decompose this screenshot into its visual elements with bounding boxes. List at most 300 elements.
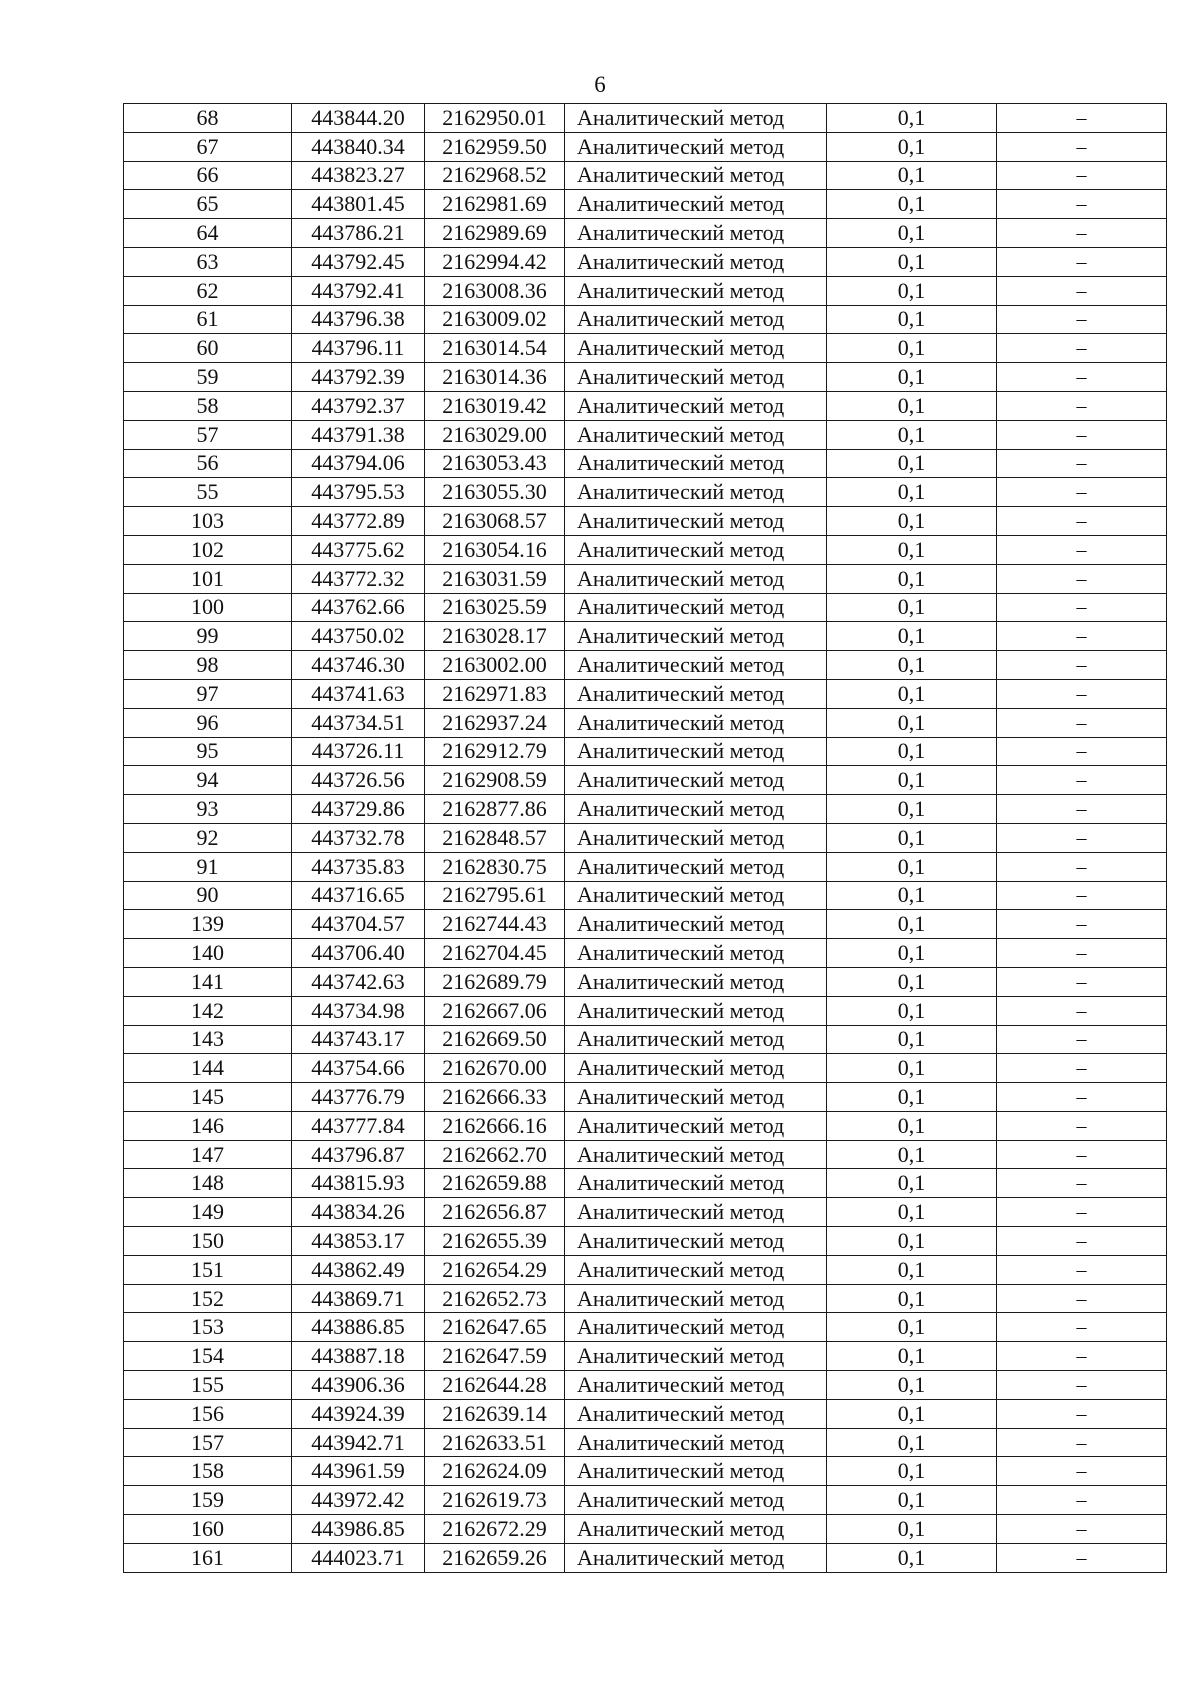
accuracy-cell: 0,1 [827,420,997,449]
x-coordinate-cell: 443706.40 [292,939,425,968]
accuracy-cell: 0,1 [827,247,997,276]
table-row [124,1025,1167,1054]
dash-cell: – [997,823,1167,852]
accuracy-cell: 0,1 [827,190,997,219]
table-row [124,1543,1167,1572]
y-coordinate-cell: 2162659.88 [425,1169,565,1198]
y-coordinate-cell: 2162672.29 [425,1515,565,1544]
table-row [124,881,1167,910]
accuracy-cell: 0,1 [827,852,997,881]
accuracy-cell: 0,1 [827,967,997,996]
point-number-cell: 93 [124,795,292,824]
point-number-cell: 99 [124,622,292,651]
y-coordinate-cell: 2162908.59 [425,766,565,795]
table-row [124,190,1167,219]
method-cell: Аналитический метод [565,1428,827,1457]
dash-cell: – [997,593,1167,622]
x-coordinate-cell: 443796.38 [292,305,425,334]
point-number-cell: 100 [124,593,292,622]
coordinates-table [123,103,1167,1573]
accuracy-cell: 0,1 [827,996,997,1025]
x-coordinate-cell: 443792.39 [292,363,425,392]
x-coordinate-cell: 443775.62 [292,535,425,564]
accuracy-cell: 0,1 [827,795,997,824]
table-row [124,334,1167,363]
point-number-cell: 57 [124,420,292,449]
dash-cell: – [997,1054,1167,1083]
table-row [124,1399,1167,1428]
table-row [124,1169,1167,1198]
x-coordinate-cell: 443834.26 [292,1198,425,1227]
y-coordinate-cell: 2162652.73 [425,1284,565,1313]
x-coordinate-cell: 443886.85 [292,1313,425,1342]
accuracy-cell: 0,1 [827,1428,997,1457]
point-number-cell: 156 [124,1399,292,1428]
table-row [124,1371,1167,1400]
method-cell: Аналитический метод [565,1284,827,1313]
accuracy-cell: 0,1 [827,1399,997,1428]
point-number-cell: 158 [124,1457,292,1486]
x-coordinate-cell: 443862.49 [292,1255,425,1284]
x-coordinate-cell: 443840.34 [292,132,425,161]
table-row [124,1255,1167,1284]
method-cell: Аналитический метод [565,478,827,507]
dash-cell: – [997,939,1167,968]
x-coordinate-cell: 443796.11 [292,334,425,363]
accuracy-cell: 0,1 [827,1342,997,1371]
table-row [124,939,1167,968]
accuracy-cell: 0,1 [827,679,997,708]
point-number-cell: 142 [124,996,292,1025]
x-coordinate-cell: 443772.89 [292,507,425,536]
method-cell: Аналитический метод [565,1054,827,1083]
method-cell: Аналитический метод [565,1457,827,1486]
y-coordinate-cell: 2163054.16 [425,535,565,564]
point-number-cell: 144 [124,1054,292,1083]
x-coordinate-cell: 443735.83 [292,852,425,881]
point-number-cell: 62 [124,276,292,305]
x-coordinate-cell: 443726.56 [292,766,425,795]
table-row [124,478,1167,507]
point-number-cell: 154 [124,1342,292,1371]
table-row [124,593,1167,622]
dash-cell: – [997,1399,1167,1428]
method-cell: Аналитический метод [565,1227,827,1256]
accuracy-cell: 0,1 [827,1515,997,1544]
method-cell: Аналитический метод [565,1342,827,1371]
dash-cell: – [997,852,1167,881]
y-coordinate-cell: 2162689.79 [425,967,565,996]
dash-cell: – [997,1342,1167,1371]
method-cell: Аналитический метод [565,276,827,305]
dash-cell: – [997,1313,1167,1342]
y-coordinate-cell: 2163028.17 [425,622,565,651]
table-row [124,708,1167,737]
method-cell: Аналитический метод [565,334,827,363]
method-cell: Аналитический метод [565,996,827,1025]
point-number-cell: 64 [124,219,292,248]
point-number-cell: 149 [124,1198,292,1227]
y-coordinate-cell: 2162937.24 [425,708,565,737]
coordinates-table-body [124,104,1167,1573]
point-number-cell: 102 [124,535,292,564]
accuracy-cell: 0,1 [827,1371,997,1400]
point-number-cell: 96 [124,708,292,737]
y-coordinate-cell: 2163014.54 [425,334,565,363]
table-row [124,1313,1167,1342]
accuracy-cell: 0,1 [827,1486,997,1515]
x-coordinate-cell: 443796.87 [292,1140,425,1169]
y-coordinate-cell: 2162981.69 [425,190,565,219]
dash-cell: – [997,1140,1167,1169]
x-coordinate-cell: 443801.45 [292,190,425,219]
x-coordinate-cell: 443792.45 [292,247,425,276]
method-cell: Аналитический метод [565,391,827,420]
table-row [124,1486,1167,1515]
x-coordinate-cell: 443887.18 [292,1342,425,1371]
y-coordinate-cell: 2162667.06 [425,996,565,1025]
y-coordinate-cell: 2162971.83 [425,679,565,708]
table-row [124,161,1167,190]
dash-cell: – [997,1227,1167,1256]
method-cell: Аналитический метод [565,363,827,392]
method-cell: Аналитический метод [565,507,827,536]
x-coordinate-cell: 443942.71 [292,1428,425,1457]
table-row [124,507,1167,536]
dash-cell: – [997,1169,1167,1198]
accuracy-cell: 0,1 [827,1111,997,1140]
dash-cell: – [997,1284,1167,1313]
dash-cell: – [997,1457,1167,1486]
dash-cell: – [997,967,1167,996]
dash-cell: – [997,1543,1167,1572]
method-cell: Аналитический метод [565,1198,827,1227]
x-coordinate-cell: 443746.30 [292,651,425,680]
method-cell: Аналитический метод [565,247,827,276]
x-coordinate-cell: 443792.37 [292,391,425,420]
accuracy-cell: 0,1 [827,535,997,564]
method-cell: Аналитический метод [565,593,827,622]
dash-cell: – [997,363,1167,392]
dash-cell: – [997,420,1167,449]
y-coordinate-cell: 2162647.65 [425,1313,565,1342]
table-row [124,1284,1167,1313]
method-cell: Аналитический метод [565,651,827,680]
accuracy-cell: 0,1 [827,104,997,133]
accuracy-cell: 0,1 [827,1169,997,1198]
dash-cell: – [997,651,1167,680]
point-number-cell: 68 [124,104,292,133]
accuracy-cell: 0,1 [827,1054,997,1083]
y-coordinate-cell: 2163053.43 [425,449,565,478]
x-coordinate-cell: 443776.79 [292,1083,425,1112]
accuracy-cell: 0,1 [827,564,997,593]
point-number-cell: 66 [124,161,292,190]
table-row [124,1198,1167,1227]
method-cell: Аналитический метод [565,708,827,737]
method-cell: Аналитический метод [565,910,827,939]
x-coordinate-cell: 443762.66 [292,593,425,622]
accuracy-cell: 0,1 [827,219,997,248]
dash-cell: – [997,161,1167,190]
y-coordinate-cell: 2162655.39 [425,1227,565,1256]
dash-cell: – [997,478,1167,507]
x-coordinate-cell: 443772.32 [292,564,425,593]
dash-cell: – [997,305,1167,334]
table-row [124,651,1167,680]
dash-cell: – [997,391,1167,420]
table-row [124,564,1167,593]
y-coordinate-cell: 2162639.14 [425,1399,565,1428]
point-number-cell: 91 [124,852,292,881]
table-row [124,1083,1167,1112]
table-row [124,910,1167,939]
x-coordinate-cell: 443791.38 [292,420,425,449]
point-number-cell: 155 [124,1371,292,1400]
table-row [124,795,1167,824]
dash-cell: – [997,219,1167,248]
x-coordinate-cell: 443743.17 [292,1025,425,1054]
point-number-cell: 153 [124,1313,292,1342]
method-cell: Аналитический метод [565,939,827,968]
x-coordinate-cell: 443716.65 [292,881,425,910]
dash-cell: – [997,247,1167,276]
y-coordinate-cell: 2162644.28 [425,1371,565,1400]
accuracy-cell: 0,1 [827,766,997,795]
y-coordinate-cell: 2162670.00 [425,1054,565,1083]
point-number-cell: 55 [124,478,292,507]
y-coordinate-cell: 2163008.36 [425,276,565,305]
y-coordinate-cell: 2162744.43 [425,910,565,939]
table-row [124,823,1167,852]
y-coordinate-cell: 2162848.57 [425,823,565,852]
y-coordinate-cell: 2163029.00 [425,420,565,449]
method-cell: Аналитический метод [565,305,827,334]
table-row [124,420,1167,449]
dash-cell: – [997,881,1167,910]
table-row [124,219,1167,248]
method-cell: Аналитический метод [565,1140,827,1169]
method-cell: Аналитический метод [565,1083,827,1112]
y-coordinate-cell: 2162659.26 [425,1543,565,1572]
y-coordinate-cell: 2162704.45 [425,939,565,968]
x-coordinate-cell: 443734.51 [292,708,425,737]
dash-cell: – [997,1025,1167,1054]
point-number-cell: 148 [124,1169,292,1198]
method-cell: Аналитический метод [565,1169,827,1198]
method-cell: Аналитический метод [565,1515,827,1544]
method-cell: Аналитический метод [565,132,827,161]
method-cell: Аналитический метод [565,1543,827,1572]
accuracy-cell: 0,1 [827,391,997,420]
point-number-cell: 94 [124,766,292,795]
y-coordinate-cell: 2163014.36 [425,363,565,392]
y-coordinate-cell: 2162666.16 [425,1111,565,1140]
point-number-cell: 140 [124,939,292,968]
point-number-cell: 58 [124,391,292,420]
dash-cell: – [997,1486,1167,1515]
dash-cell: – [997,1255,1167,1284]
accuracy-cell: 0,1 [827,1543,997,1572]
point-number-cell: 139 [124,910,292,939]
y-coordinate-cell: 2162989.69 [425,219,565,248]
point-number-cell: 141 [124,967,292,996]
method-cell: Аналитический метод [565,1486,827,1515]
accuracy-cell: 0,1 [827,1227,997,1256]
accuracy-cell: 0,1 [827,910,997,939]
point-number-cell: 101 [124,564,292,593]
dash-cell: – [997,910,1167,939]
dash-cell: – [997,996,1167,1025]
y-coordinate-cell: 2163068.57 [425,507,565,536]
method-cell: Аналитический метод [565,190,827,219]
table-row [124,1457,1167,1486]
x-coordinate-cell: 443794.06 [292,449,425,478]
dash-cell: – [997,1083,1167,1112]
point-number-cell: 161 [124,1543,292,1572]
point-number-cell: 147 [124,1140,292,1169]
method-cell: Аналитический метод [565,1313,827,1342]
y-coordinate-cell: 2163031.59 [425,564,565,593]
accuracy-cell: 0,1 [827,449,997,478]
point-number-cell: 98 [124,651,292,680]
y-coordinate-cell: 2162912.79 [425,737,565,766]
dash-cell: – [997,1371,1167,1400]
accuracy-cell: 0,1 [827,1255,997,1284]
accuracy-cell: 0,1 [827,823,997,852]
x-coordinate-cell: 443972.42 [292,1486,425,1515]
table-row [124,679,1167,708]
y-coordinate-cell: 2163025.59 [425,593,565,622]
x-coordinate-cell: 443924.39 [292,1399,425,1428]
method-cell: Аналитический метод [565,1399,827,1428]
method-cell: Аналитический метод [565,679,827,708]
method-cell: Аналитический метод [565,622,827,651]
dash-cell: – [997,679,1167,708]
table-row [124,276,1167,305]
accuracy-cell: 0,1 [827,622,997,651]
point-number-cell: 59 [124,363,292,392]
dash-cell: – [997,1198,1167,1227]
method-cell: Аналитический метод [565,420,827,449]
x-coordinate-cell: 443741.63 [292,679,425,708]
method-cell: Аналитический метод [565,1371,827,1400]
accuracy-cell: 0,1 [827,334,997,363]
x-coordinate-cell: 443906.36 [292,1371,425,1400]
point-number-cell: 92 [124,823,292,852]
dash-cell: – [997,795,1167,824]
dash-cell: – [997,708,1167,737]
dash-cell: – [997,190,1167,219]
method-cell: Аналитический метод [565,1255,827,1284]
point-number-cell: 56 [124,449,292,478]
method-cell: Аналитический метод [565,823,827,852]
table-row [124,535,1167,564]
point-number-cell: 160 [124,1515,292,1544]
page-number: 6 [594,72,606,97]
method-cell: Аналитический метод [565,219,827,248]
x-coordinate-cell: 443777.84 [292,1111,425,1140]
x-coordinate-cell: 443742.63 [292,967,425,996]
method-cell: Аналитический метод [565,535,827,564]
accuracy-cell: 0,1 [827,1140,997,1169]
dash-cell: – [997,132,1167,161]
y-coordinate-cell: 2162656.87 [425,1198,565,1227]
y-coordinate-cell: 2162959.50 [425,132,565,161]
method-cell: Аналитический метод [565,967,827,996]
method-cell: Аналитический метод [565,852,827,881]
dash-cell: – [997,622,1167,651]
x-coordinate-cell: 443750.02 [292,622,425,651]
accuracy-cell: 0,1 [827,593,997,622]
method-cell: Аналитический метод [565,881,827,910]
y-coordinate-cell: 2162647.59 [425,1342,565,1371]
y-coordinate-cell: 2163019.42 [425,391,565,420]
table-row [124,104,1167,133]
table-row [124,967,1167,996]
accuracy-cell: 0,1 [827,1025,997,1054]
table-row [124,391,1167,420]
y-coordinate-cell: 2163055.30 [425,478,565,507]
dash-cell: – [997,276,1167,305]
y-coordinate-cell: 2162968.52 [425,161,565,190]
accuracy-cell: 0,1 [827,708,997,737]
point-number-cell: 103 [124,507,292,536]
table-row [124,363,1167,392]
accuracy-cell: 0,1 [827,1313,997,1342]
accuracy-cell: 0,1 [827,276,997,305]
point-number-cell: 146 [124,1111,292,1140]
method-cell: Аналитический метод [565,1025,827,1054]
accuracy-cell: 0,1 [827,737,997,766]
method-cell: Аналитический метод [565,737,827,766]
accuracy-cell: 0,1 [827,651,997,680]
x-coordinate-cell: 443726.11 [292,737,425,766]
dash-cell: – [997,1428,1167,1457]
table-row [124,1054,1167,1083]
point-number-cell: 151 [124,1255,292,1284]
x-coordinate-cell: 443844.20 [292,104,425,133]
point-number-cell: 67 [124,132,292,161]
x-coordinate-cell: 443734.98 [292,996,425,1025]
accuracy-cell: 0,1 [827,363,997,392]
method-cell: Аналитический метод [565,1111,827,1140]
x-coordinate-cell: 443986.85 [292,1515,425,1544]
dash-cell: – [997,1111,1167,1140]
table-row [124,1227,1167,1256]
x-coordinate-cell: 443815.93 [292,1169,425,1198]
x-coordinate-cell: 443795.53 [292,478,425,507]
point-number-cell: 97 [124,679,292,708]
point-number-cell: 150 [124,1227,292,1256]
point-number-cell: 90 [124,881,292,910]
point-number-cell: 145 [124,1083,292,1112]
dash-cell: – [997,535,1167,564]
dash-cell: – [997,449,1167,478]
point-number-cell: 63 [124,247,292,276]
method-cell: Аналитический метод [565,564,827,593]
accuracy-cell: 0,1 [827,1083,997,1112]
point-number-cell: 157 [124,1428,292,1457]
dash-cell: – [997,104,1167,133]
x-coordinate-cell: 443869.71 [292,1284,425,1313]
method-cell: Аналитический метод [565,766,827,795]
y-coordinate-cell: 2162994.42 [425,247,565,276]
point-number-cell: 159 [124,1486,292,1515]
y-coordinate-cell: 2162669.50 [425,1025,565,1054]
x-coordinate-cell: 443754.66 [292,1054,425,1083]
x-coordinate-cell: 443786.21 [292,219,425,248]
